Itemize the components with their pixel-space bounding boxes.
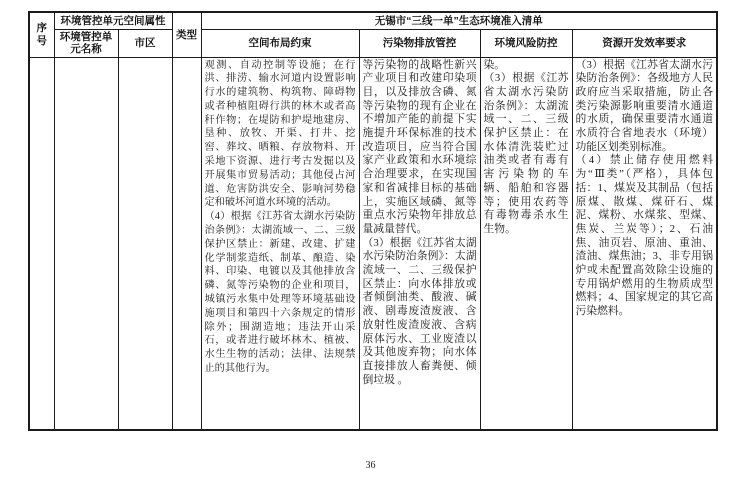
cell-unit-name [54, 57, 118, 430]
header-risk-prevention: 环境风险防控 [480, 29, 572, 57]
paragraph: 等污染物的战略性新兴产业项目和改建印染项目，以及排放含磷、氮等污染物的现有企业在不增加产能的前提下实施提升环保标准的技术改造项目，应当符合国家产业政策和水环境综合治理要求，在实现国家和省减排目标的基础上，实施区域磷、氮等重点水污染物年排放总量减量替代。 [362, 58, 477, 235]
cell-pollutant-control [359, 57, 480, 430]
header-spatial-constraints: 空间布局约束 [201, 29, 359, 57]
paragraph: （4）禁止储存使用燃料为“Ⅲ类”（严格），具体包括：1、煤炭及其制品（包括原煤、散煤、煤矸石、煤泥、煤粉、水煤浆、型煤、焦炭、兰炭等）；2、石油焦、油页岩、原油、重油、渣油、煤焦油；3、非专用锅炉或未配置高效除尘设施的专用锅炉燃用的生物质成型燃料；4、国家规定的其它高污染燃料。 [575, 154, 713, 318]
paragraph: 观测、自动控制等设施；在行洪、排涝、输水河道内设置影响行水的建筑物、构筑物、障碍物或者种植阻碍行洪的林木或者高秆作物；在堤防和护堤地建房、垦种、放牧、开渠、打井、挖窖、葬坟、晒粮、存放物料、开采地下资源、进行考古发掘以及开展集市贸易活动；其他侵占河道、危害防洪安全、影响河势稳定和破坏河道水环境的活动。 [204, 59, 356, 209]
paragraph: （3）根据《江苏省太湖水污染防治条例》：各级地方人民政府应当采取措施，防止各类污染源影响重要清水通道的水质，确保重要清水通道水质符合省地表水（环境）功能区划类别标准。 [575, 58, 713, 153]
paragraph: （3）根据《江苏省太湖水污染防治条例》：太湖流域一、二、三级保护区禁止：在水体清洗装贮过油类或者有毒有害污染物的车辆、船舶和容器等；使用农药等有毒物毒杀水生生物。 [483, 72, 569, 235]
header-access-list-group: 无锡市“三线一单”生态环境准入清单 [201, 12, 717, 29]
header-unit-name: 环境管控单元名称 [54, 29, 118, 57]
paragraph: （3）根据《江苏省太湖水污染防治条例》：太湖流域一、二、三级保护区禁止：向水体排放或者倾倒油类、酸液、碱液、剧毒废渣废液、含放射性废渣废液、含病原体污水、工业废渣以及其他废弃物；向水体直接排放人畜粪便、倾倒垃圾 。 [362, 236, 477, 386]
header-seq: 序号 [29, 12, 54, 57]
header-pollutant-control: 污染物排放管控 [359, 29, 480, 57]
paragraph: 染。 [483, 58, 506, 71]
eco-environment-access-table [28, 11, 718, 431]
header-type: 类型 [172, 12, 201, 57]
cell-risk-prevention [480, 57, 572, 430]
header-spatial-attributes-group: 环境管控单元空间属性 [54, 12, 172, 29]
header-district: 市区 [118, 29, 172, 57]
header-resource-efficiency: 资源开发效率要求 [572, 29, 717, 57]
cell-resource-efficiency [572, 57, 717, 430]
cell-type [172, 57, 201, 430]
cell-district [118, 57, 172, 430]
cell-seq [29, 57, 54, 430]
cell-spatial-constraints [201, 57, 359, 430]
page-number: 36 [365, 460, 376, 471]
paragraph: （4）根据《江苏省太湖水污染防治条例》：太湖流域一、二、三级保护区禁止：新建、改建、扩建化学制浆造纸、制革、酿造、染料、印染、电镀以及其他排放含磷、氮等污染物的企业和项目，城镇污水集中处理等环境基础设施项目和第四十六条规定的情形除外；围湖造地；违法开山采石，或者进行破坏林木、植被、水生生物的活动；法律、法规禁止的其他行为。 [204, 211, 356, 375]
